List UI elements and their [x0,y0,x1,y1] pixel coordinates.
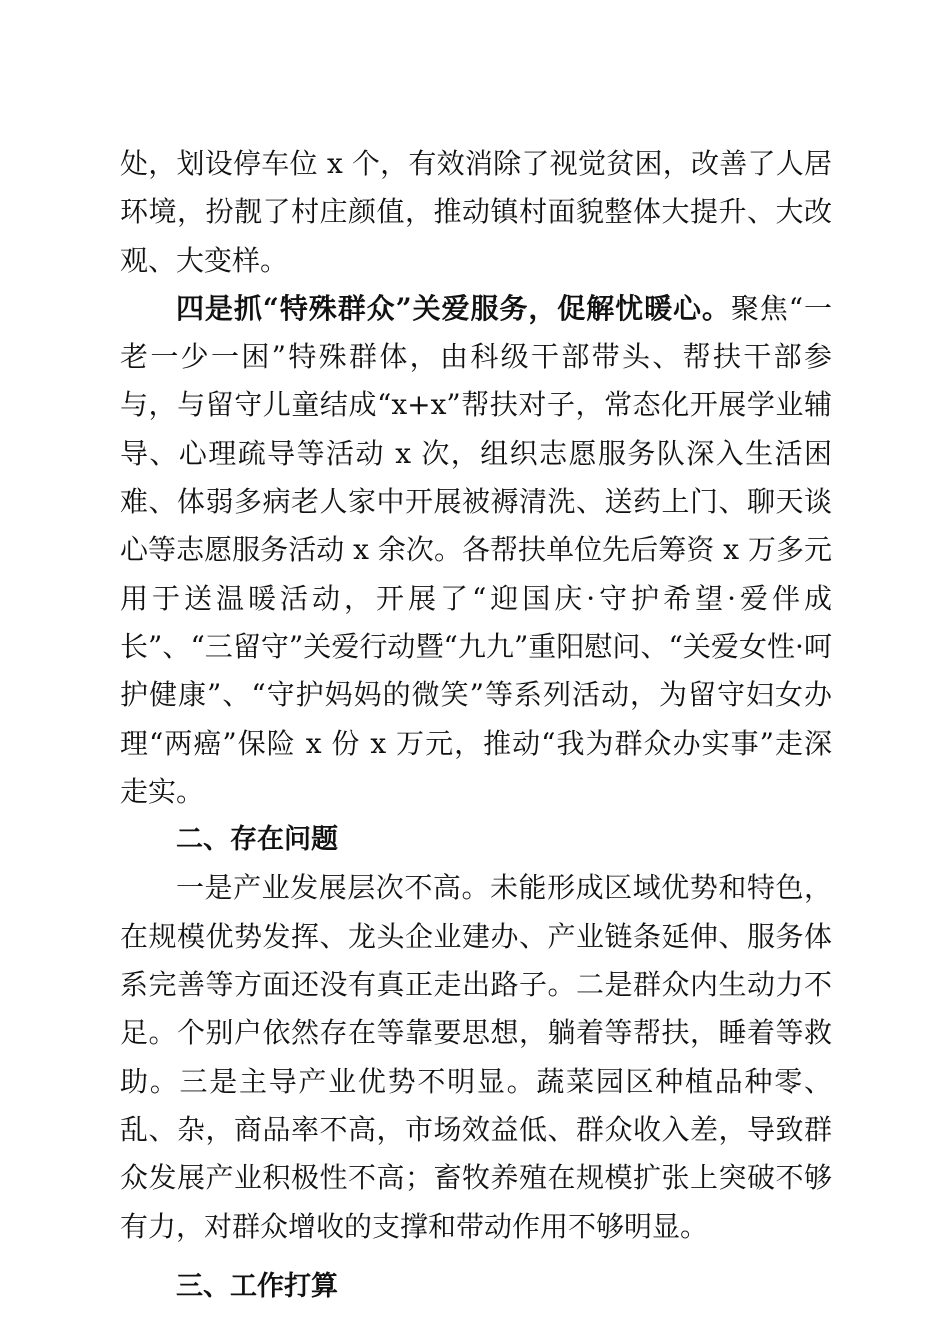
section-heading-problems: 二、存在问题 [176,824,338,856]
paragraph-continuation: 处，划设停车位 x 个，有效消除了视觉贫困，改善了人居环境，扮靓了村庄颜值，推动镇村面貌整体大提升、大改观、大变样。 [120,147,832,277]
paragraph-lead: 四是抓“特殊群众”关爱服务，促解忧暖心。 [176,291,731,325]
paragraph-special-groups [120,285,832,816]
section-heading-plans: 三、工作打算 [176,1270,338,1302]
document-body [120,140,832,1311]
paragraph-lead: 一是产业发展层次不高。 [176,871,490,905]
paragraph-problems [120,864,832,1250]
paragraph-text: 聚焦“一老一少一困”特殊群体，由科级干部带头、帮扶干部参与，与留守儿童结成“x+x”帮扶对子，常态化开展学业辅导、心理疏导等活动 x 次，组织志愿服务队深入生活困难、体弱多病老人家中开展被褥清洗、送药上门、聊天谈心等志愿服务活动 x 余次。各帮扶单位先后筹资 x 万多元用于送温暖活动，开展了“迎国庆·守护希望·爱伴成长”、“三留守”关爱行动暨“九九”重阳慰问、“关爱女性·呵护健康”、“守护妈妈的微笑”等系列活动，为留守妇女办理“两癌”保险 x 份 x 万元，推动“我为群众办实事”走深走实。 [120,291,832,808]
paragraph-text: 未能形成区域优势和特色，在规模优势发挥、龙头企业建办、产业链条延伸、服务体系完善等方面还没有真正走出路子。二是群众内生动力不足。个别户依然存在等靠要思想，躺着等帮扶，睡着等救助。三是主导产业优势不明显。蔬菜园区种植品种零、乱、杂，商品率不高，市场效益低、群众收入差，导致群众发展产业积极性不高；畜牧养殖在规模扩张上突破不够有力，对群众增收的支撑和带动作用不够明显。 [120,871,832,1243]
